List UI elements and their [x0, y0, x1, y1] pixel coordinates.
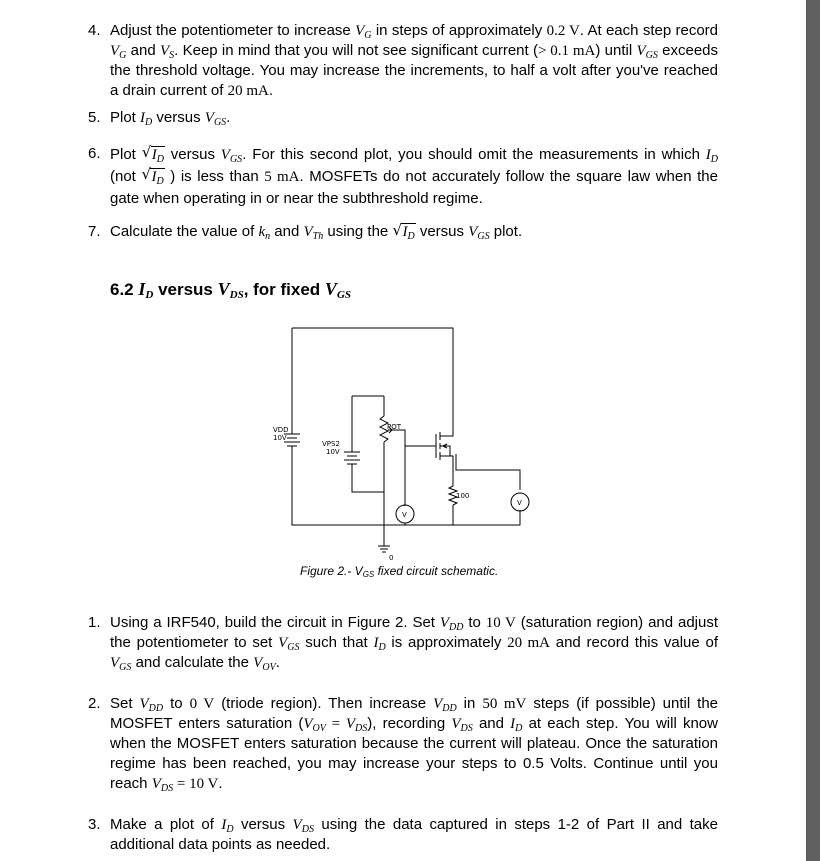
- vdd-value: 10V: [273, 434, 287, 442]
- scrollbar[interactable]: [806, 0, 820, 861]
- circuit-schematic: [260, 316, 540, 566]
- voltmeter-1: [396, 494, 414, 525]
- sqrt-symbol: √ $I_D$: [141, 165, 164, 187]
- meter2-label: V: [517, 499, 522, 507]
- wiper: [388, 430, 405, 494]
- vps2-label: VPS2: [322, 440, 340, 448]
- wire-top: [292, 328, 453, 411]
- pot-label: POT: [387, 423, 402, 431]
- sqrt-symbol: √ $I_D$: [141, 143, 164, 165]
- vdd-label: VDD: [273, 426, 289, 434]
- figure-caption: Figure 2.- $V_{GS}$ fixed circuit schematic.: [300, 564, 499, 579]
- vps2-value: 10V: [326, 448, 340, 456]
- resistor-label: 100: [456, 492, 470, 500]
- section-heading: 6.2 $I_D$ versus $V_{DS}$, for fixed $V_{GS}$: [110, 279, 351, 301]
- sqrt-symbol: √ $I_D$: [392, 221, 415, 242]
- step-number: 4.: [88, 22, 101, 39]
- mosfet: [405, 411, 453, 474]
- vps2-battery: [344, 396, 384, 492]
- ground-symbol: [378, 525, 390, 552]
- meter1-label: V: [402, 511, 407, 519]
- wire-meter2: [456, 454, 520, 490]
- wire-bottom-left: [292, 450, 384, 525]
- ground-label: 0: [389, 554, 394, 562]
